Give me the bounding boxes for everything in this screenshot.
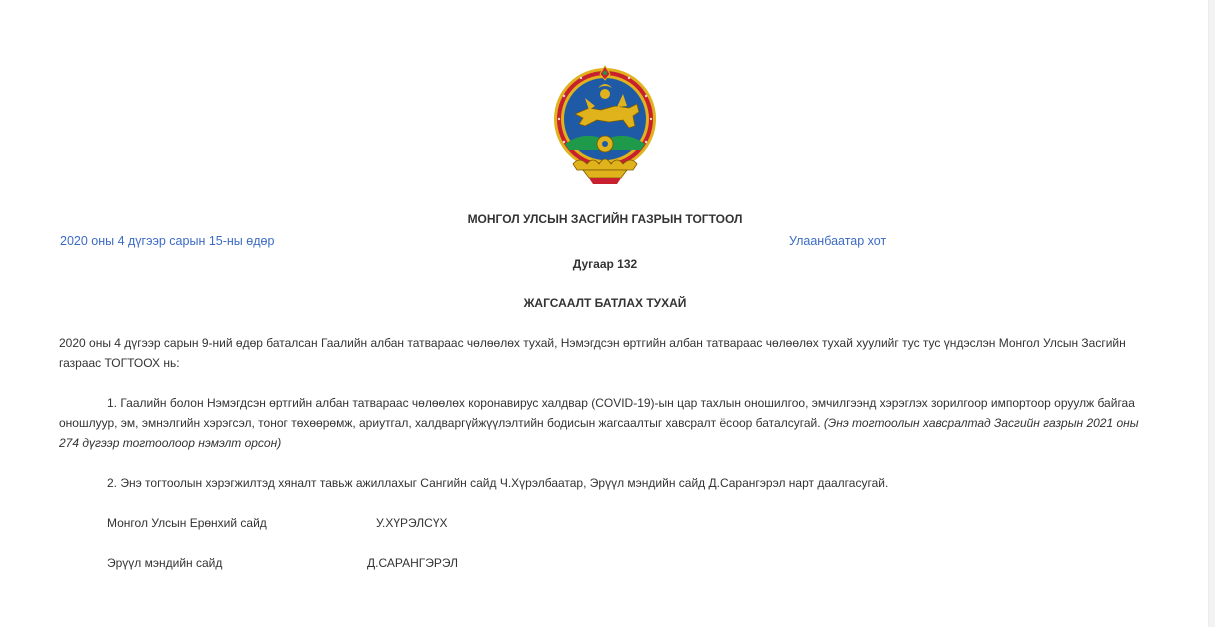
decree-place: Улаанбаатар хот — [789, 234, 887, 248]
item-1-paragraph — [59, 393, 1154, 453]
item-1-text: 1. Гаалийн болон Нэмэгдсэн өртгийн албан татвараас чөлөөлөх коронавирус халдвар (COVID-19)-ын цар тахлын оношилгоо, эмчилгээнд хэрэглэх зорилгоор импортоор оруулж байгаа оношлуур, эм, эмнэлгийн хэрэгсэл, тоног төхөөрөмж, ариутгал, халдваргүйжүүлэлтийн бодисын жагсаалтыг хавсралт ёсоор баталсугай. — [59, 396, 1135, 430]
decree-date: 2020 оны 4 дүгээр сарын 15-ны өдөр — [60, 234, 275, 248]
decree-subject: ЖАГСААЛТ БАТЛАХ ТУХАЙ — [523, 296, 687, 310]
preamble-paragraph — [59, 333, 1154, 373]
decree-title: МОНГОЛ УЛСЫН ЗАСГИЙН ГАЗРЫН ТОГТООЛ — [467, 212, 743, 226]
state-emblem-of-mongolia-icon — [549, 64, 661, 186]
item-2-paragraph — [59, 473, 1154, 493]
decree-number: Дугаар 132 — [572, 257, 638, 271]
signature-name-health-minister: Д.САРАНГЭРЭЛ — [367, 556, 458, 570]
signature-title-health-minister: Эрүүл мэндийн сайд — [107, 556, 223, 570]
signature-name-prime-minister: У.ХҮРЭЛСҮХ — [376, 516, 448, 530]
preamble-text: 2020 оны 4 дүгээр сарын 9-ний өдөр баталсан Гаалийн албан татвараас чөлөөлөх тухай, Нэмэгдсэн өртгийн албан татвараас чөлөөлөх тухай хуулийг тус тус үндэслэн Монгол Улсын Засгийн газраас ТОГТООХ нь: — [59, 336, 1126, 370]
scrollbar-track[interactable] — [1208, 0, 1215, 627]
signature-title-prime-minister: Монгол Улсын Ерөнхий сайд — [107, 516, 267, 530]
item-1-amendment-note: (Энэ тогтоолын хавсралтад Засгийн газрын 2021 оны 274 дүгээр тогтоолоор нэмэлт орсон) — [59, 416, 1139, 450]
item-2-text: 2. Энэ тогтоолын хэрэгжилтэд хяналт тавьж ажиллахыг Сангийн сайд Ч.Хүрэлбаатар, Эрүүл мэндийн сайд Д.Сарангэрэл нарт даалгасугай. — [107, 476, 889, 490]
